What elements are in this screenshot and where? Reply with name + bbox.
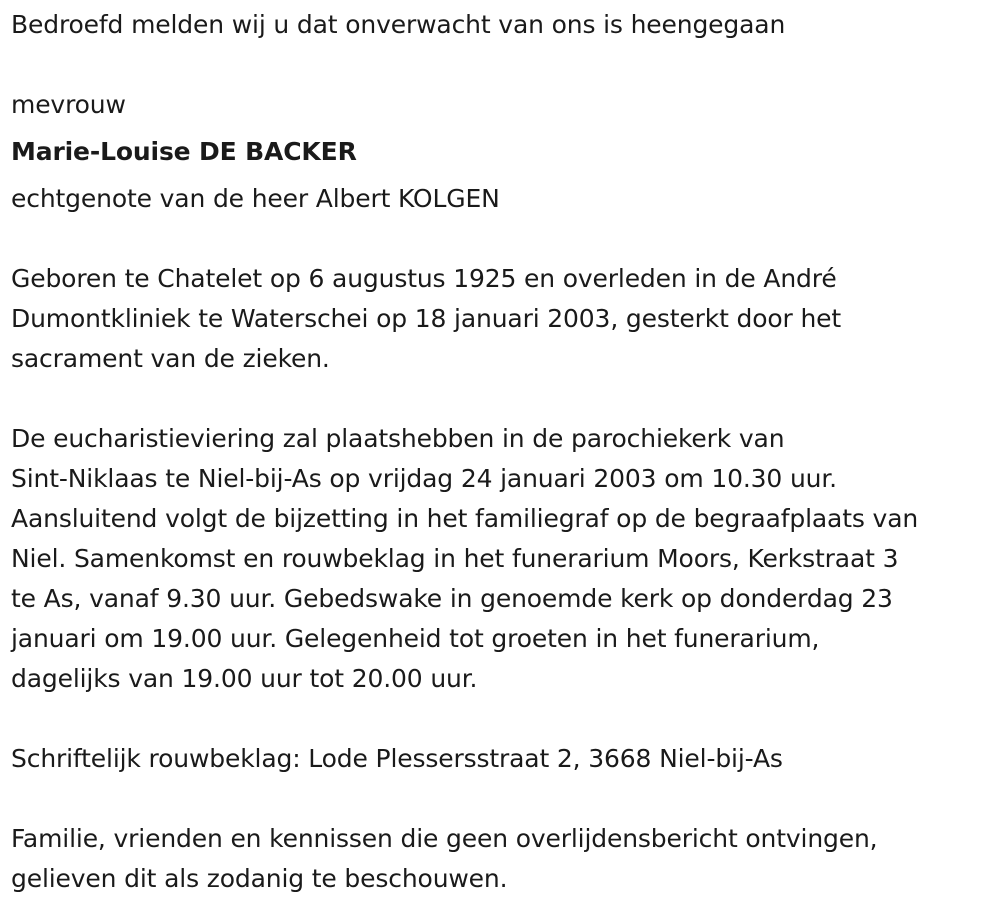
paragraph-line: gelieven dit als zodanig te beschouwen. [11, 864, 508, 893]
paragraph-line: De eucharistieviering zal plaatshebben in de parochiekerk van [11, 424, 785, 453]
title-prefix: mevrouw [11, 90, 126, 119]
paragraph-line: Familie, vrienden en kennissen die geen overlijdensbericht ontvingen, [11, 824, 878, 853]
deceased-name: Marie-Louise DE BACKER [11, 137, 357, 166]
condolence-address-paragraph [11, 739, 996, 779]
intro-line: Bedroefd melden wij u dat onverwacht van ons is heengegaan [11, 10, 786, 39]
paragraph-line: Geboren te Chatelet op 6 augustus 1925 en overleden in de André [11, 264, 837, 293]
paragraph-line: januari om 19.00 uur. Gelegenheid tot groeten in het funerarium, [11, 624, 820, 653]
death-notice-document [11, 5, 996, 899]
condolence-address: Schriftelijk rouwbeklag: Lode Plessersstraat 2, 3668 Niel-bij-As [11, 744, 783, 773]
paragraph-line: te As, vanaf 9.30 uur. Gebedswake in genoemde kerk op donderdag 23 [11, 584, 893, 613]
announcement-header [11, 5, 996, 219]
service-paragraph [11, 419, 996, 699]
paragraph-line: Sint-Niklaas te Niel-bij-As op vrijdag 24 januari 2003 om 10.30 uur. [11, 464, 837, 493]
birth-death-paragraph [11, 259, 996, 379]
spouse-line: echtgenote van de heer Albert KOLGEN [11, 184, 500, 213]
paragraph-line: Niel. Samenkomst en rouwbeklag in het funerarium Moors, Kerkstraat 3 [11, 544, 899, 573]
closing-paragraph [11, 819, 996, 899]
paragraph-line: dagelijks van 19.00 uur tot 20.00 uur. [11, 664, 478, 693]
paragraph-line: Dumontkliniek te Waterschei op 18 januari 2003, gesterkt door het [11, 304, 842, 333]
paragraph-line: sacrament van de zieken. [11, 344, 330, 373]
paragraph-line: Aansluitend volgt de bijzetting in het familiegraf op de begraafplaats van [11, 504, 919, 533]
